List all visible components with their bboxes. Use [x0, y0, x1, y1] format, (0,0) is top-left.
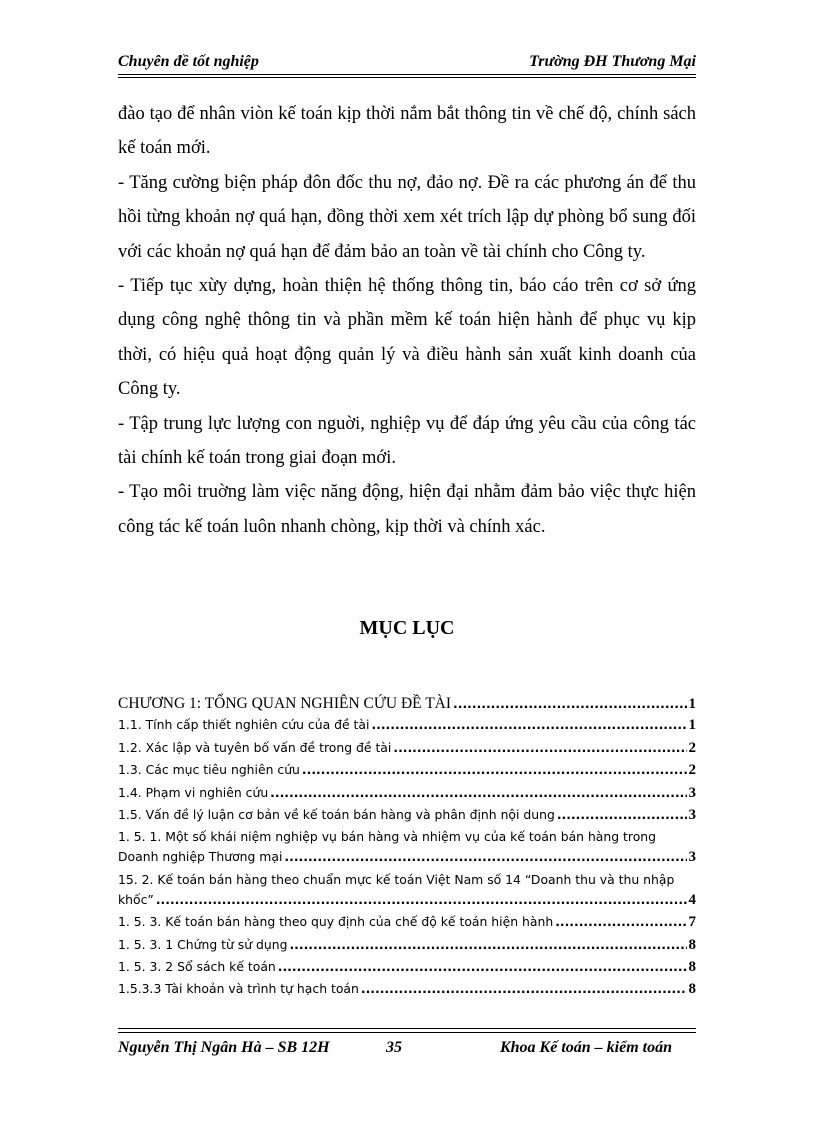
toc-leader-dots [289, 937, 686, 952]
page-header [118, 50, 696, 75]
toc-entry-continuation[interactable] [118, 892, 696, 914]
toc-entry[interactable] [118, 981, 696, 1003]
toc-entry-text: Doanh nghiệp Thương mại [118, 849, 283, 865]
page-footer [118, 1028, 696, 1059]
toc-title: MỤC LỤC [359, 617, 455, 639]
toc-page-number: 8 [688, 936, 696, 953]
toc-entry[interactable] [118, 740, 696, 762]
paragraph: - Tăng cường biện pháp đôn đốc thu nợ, đảo nợ. Đề ra các phương án để thu hồi từng khoản nợ quá hạn, đồng thời xem xét trích lập dự phòng bổ sung đối với các khoản nợ quá hạn để đảm bảo an toàn về tài chính cho Công ty. [118, 172, 696, 262]
toc-leader-dots [393, 740, 686, 755]
toc-entry[interactable] [118, 937, 696, 959]
toc-entry-text: 15. 2. Kế toán bán hàng theo chuẩn mực kế toán Việt Nam số 14 “Doanh thu và thu nhập [118, 871, 675, 887]
toc-leader-dots [361, 981, 687, 996]
toc-page-number: 3 [688, 784, 696, 801]
toc-entry-continuation[interactable] [118, 849, 696, 871]
paragraph: - Tiếp tục xừy dựng, hoàn thiện hệ thống thông tin, báo cáo trên cơ sở ứng dụng công nghệ thông tin và phần mềm kế toán hiện hành để phục vụ kịp thời, có hiệu quả hoạt động quản lý và điều hành sản xuất kinh doanh của Công ty. [118, 276, 696, 400]
toc-page-number: 7 [688, 914, 696, 931]
toc-entry-text: 1. 5. 1. Một số khái niệm nghiệp vụ bán hàng và nhiệm vụ của kế toán bán hàng trong [118, 829, 657, 845]
paragraph: đào tạo để nhân viòn kế toán kịp thời nắm bắt thông tin về chế độ, chính sách kế toán mới. [118, 104, 696, 159]
footer-author: Nguyễn Thị Ngân Hà – SB 12H [118, 1039, 330, 1056]
toc-leader-dots [302, 762, 687, 777]
paragraph: - Tạo môi truờng làm việc năng động, hiện đại nhằm đảm bảo việc thực hiện công tác kế toán luôn nhanh chòng, kịp thời và chính xác. [118, 482, 696, 537]
toc-entry-text: 1. 5. 3. 2 Sổ sách kế toán [118, 958, 276, 974]
toc-entry[interactable] [118, 959, 696, 981]
body-text [118, 97, 696, 544]
toc-entry[interactable] [118, 807, 696, 829]
toc-leader-dots [270, 785, 686, 800]
toc-entry-text: 1.5.3.3 Tài khoản và trình tự hạch toán [118, 981, 359, 997]
toc-entry[interactable] [118, 872, 696, 892]
toc-entry[interactable] [118, 695, 696, 717]
toc-leader-dots [284, 849, 686, 864]
toc-entry-text: 1.2. Xác lập và tuyên bố vấn đề trong đề tài [118, 739, 392, 755]
toc-entry-text: 1.4. Phạm vi nghiên cứu [118, 784, 269, 800]
toc-entry-text: khốc” [118, 891, 154, 907]
paragraph: - Tập trung lực lượng con nguời, nghiệp vụ để đáp ứng yêu cầu của công tác tài chính kế toán trong giai đoạn mới. [118, 413, 696, 469]
table-of-contents [118, 695, 696, 1004]
toc-entry-text: CHƯƠNG 1: TỔNG QUAN NGHIÊN CỨU ĐỀ TÀI [118, 695, 452, 712]
toc-page-number: 1 [688, 717, 696, 734]
toc-entry[interactable] [118, 717, 696, 739]
toc-leader-dots [557, 807, 687, 822]
toc-entry[interactable] [118, 914, 696, 936]
header-left-text: Chuyên đề tốt nghiệp [118, 53, 259, 70]
toc-leader-dots [156, 892, 687, 907]
toc-entry[interactable] [118, 829, 696, 849]
toc-leader-dots [278, 959, 687, 974]
toc-entry-text: 1. 5. 3. Kế toán bán hàng theo quy định của chế độ kế toán hiện hành [118, 914, 554, 930]
toc-entry-text: 1.5. Vấn đề lý luận cơ bản về kế toán bán hàng và phân định nội dung [118, 806, 555, 822]
toc-page-number: 2 [688, 762, 696, 779]
toc-leader-dots [555, 914, 686, 929]
header-right-text: Trường ĐH Thương Mại [529, 53, 696, 70]
footer-page-number: 35 [386, 1039, 402, 1056]
toc-entry-text: 1.1. Tính cấp thiết nghiên cứu của đề tài [118, 717, 370, 733]
toc-leader-dots [371, 717, 686, 732]
toc-page-number: 8 [688, 958, 696, 975]
toc-page-number: 1 [688, 696, 696, 712]
toc-leader-dots [453, 696, 686, 711]
toc-entry-text: 1.3. Các mục tiêu nghiên cứu [118, 762, 300, 778]
toc-page-number: 4 [688, 891, 696, 908]
toc-page-number: 8 [688, 981, 696, 998]
toc-entry[interactable] [118, 762, 696, 784]
footer-department: Khoa Kế toán – kiểm toán [499, 1039, 672, 1056]
toc-entry-text: 1. 5. 3. 1 Chứng từ sử dụng [118, 936, 288, 952]
toc-page-number: 2 [688, 739, 696, 756]
toc-page-number: 3 [688, 806, 696, 823]
toc-entry[interactable] [118, 785, 696, 807]
toc-page-number: 3 [688, 849, 696, 866]
